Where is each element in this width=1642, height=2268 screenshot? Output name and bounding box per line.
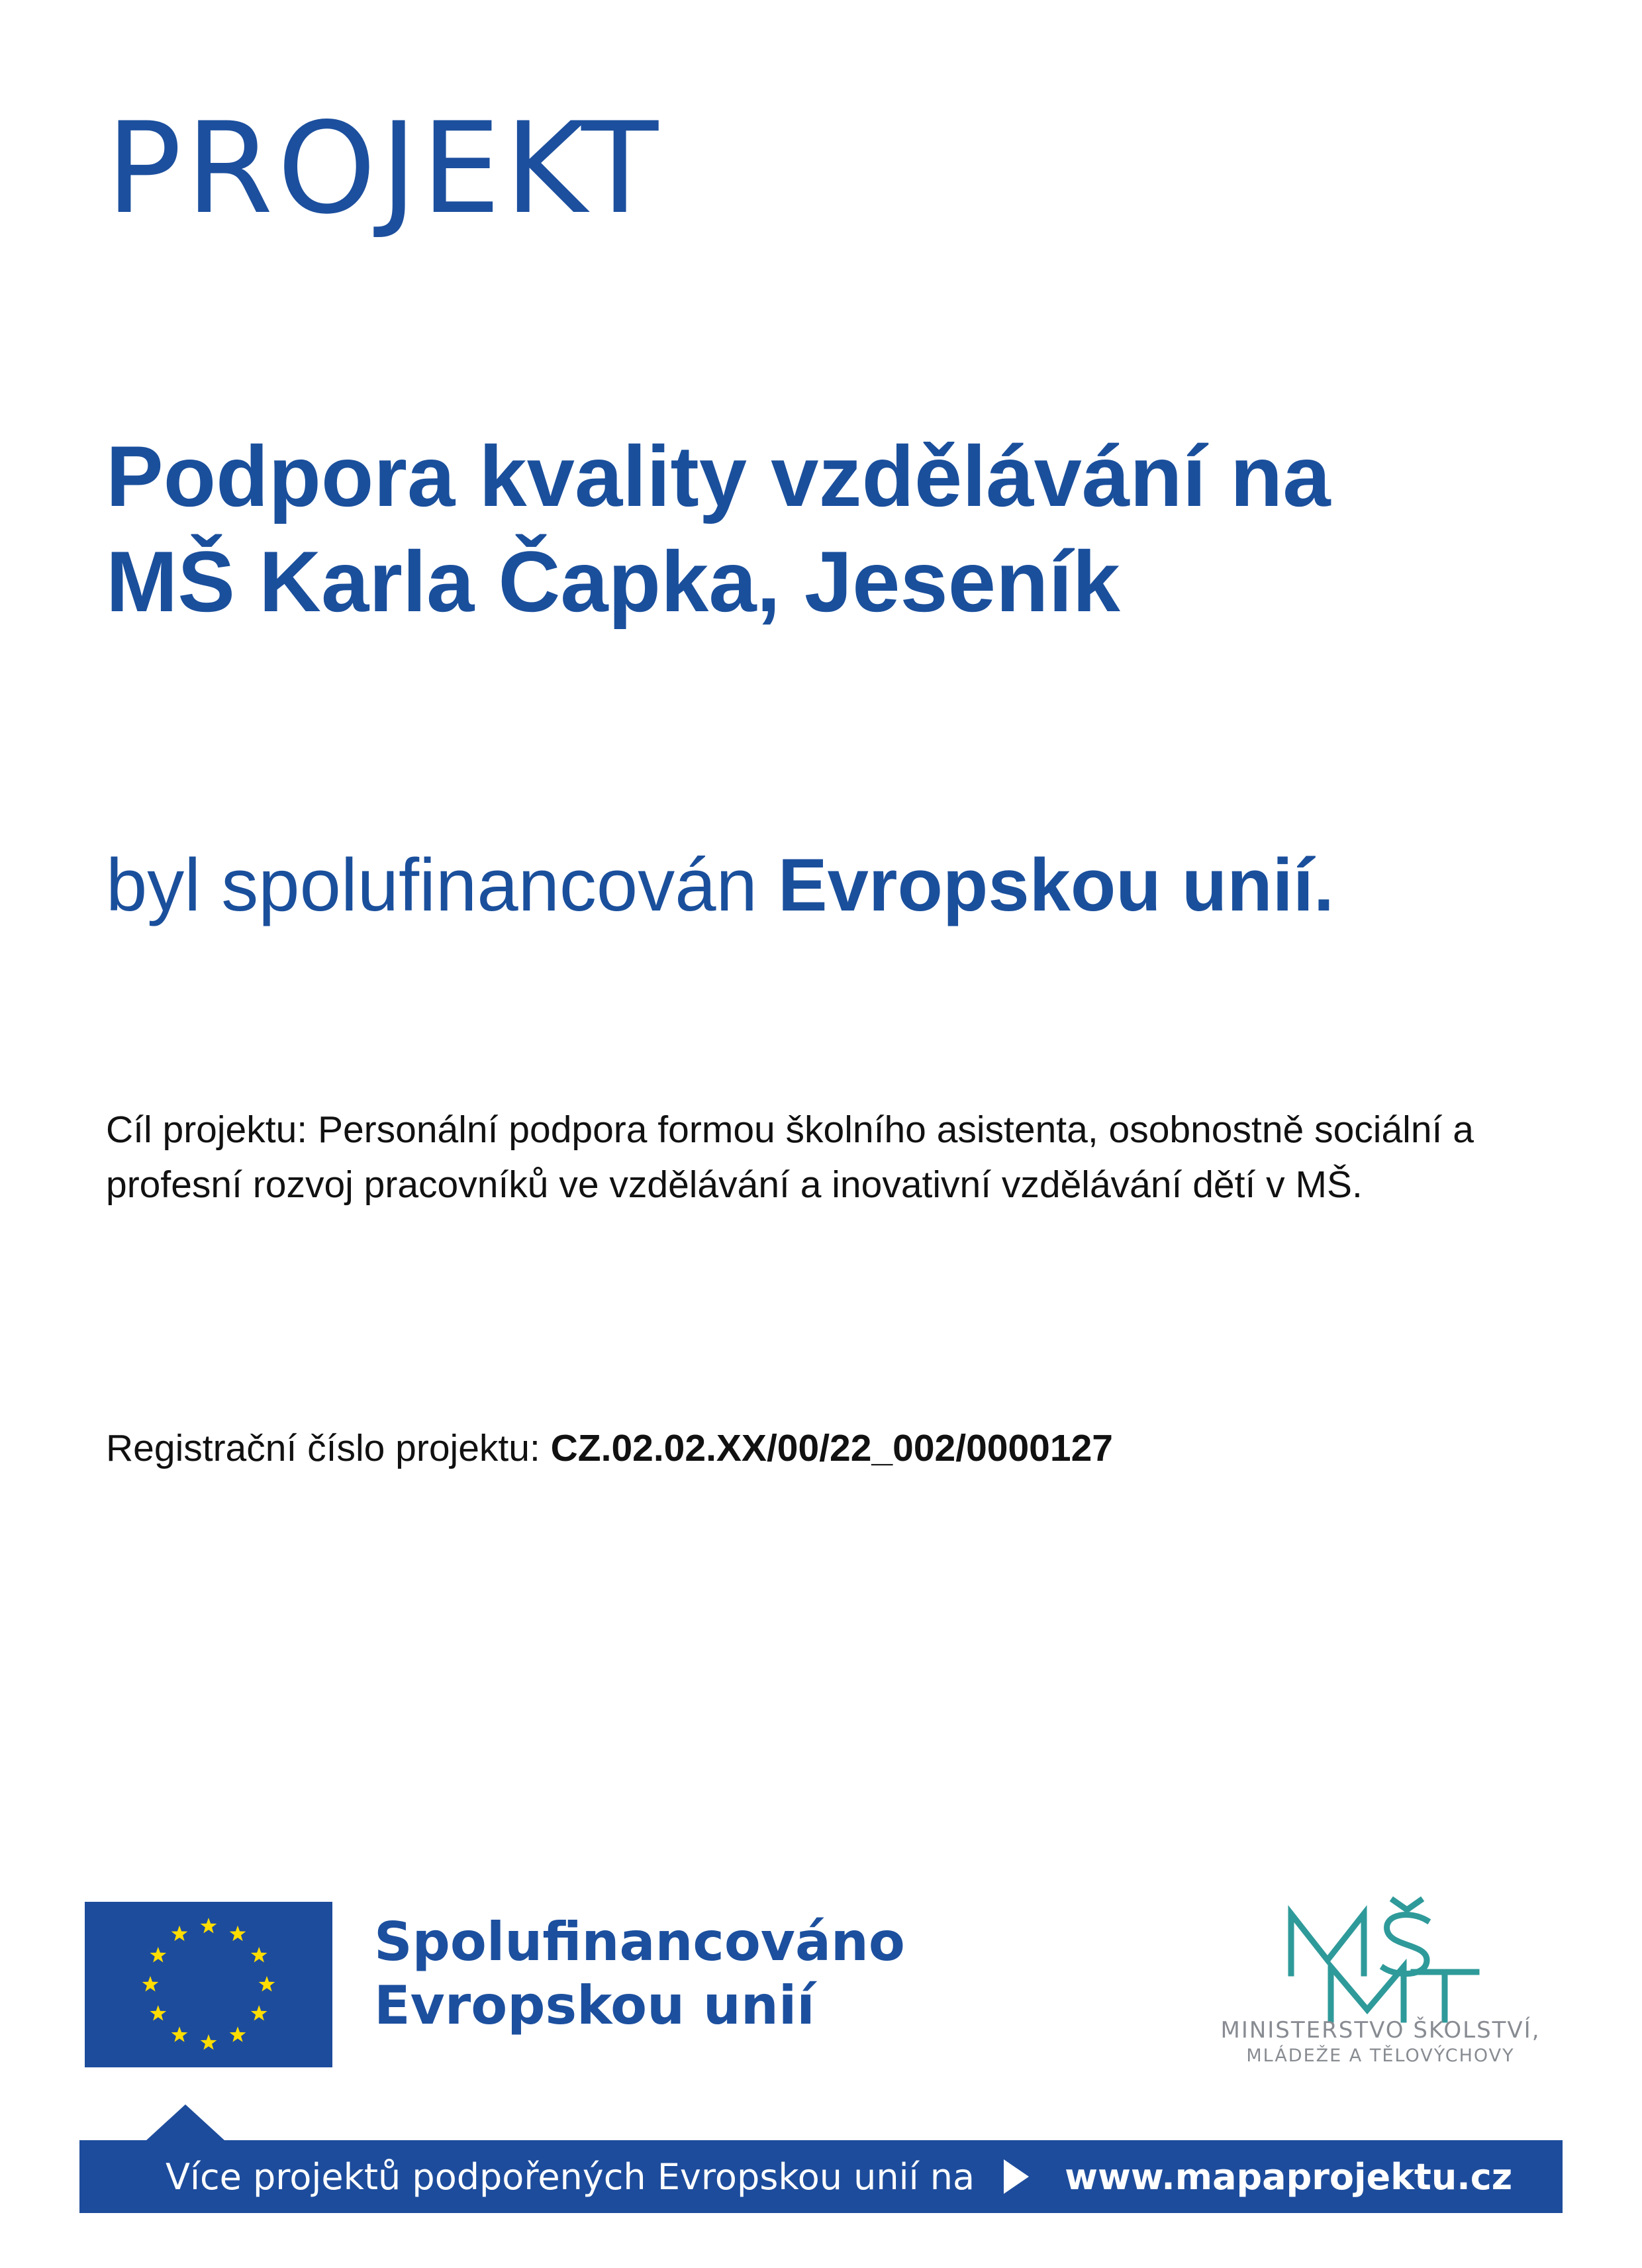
footer-bar[interactable] — [79, 2140, 1563, 2213]
project-goal-line-1: Cíl projektu: Personální podpora formou školního asistenta, osobnostně sociální a — [106, 1109, 1474, 1151]
eu-star-icon — [150, 2005, 166, 2021]
registration-label: Registrační číslo projektu: — [106, 1427, 540, 1469]
registration-number — [106, 1424, 1113, 1473]
eu-star-icon — [251, 2005, 267, 2021]
eu-flag-logo — [85, 1902, 332, 2067]
eu-star-icon — [142, 1976, 159, 1992]
registration-value: CZ.02.02.XX/00/22_002/0000127 — [550, 1427, 1113, 1469]
project-goal — [106, 1103, 1596, 1212]
msmt-name-line-2: MLÁDEŽE A TĚLOVÝCHOVY — [1246, 2045, 1515, 2066]
eu-cofinanced-text — [374, 1910, 905, 2038]
eu-star-icon — [201, 1918, 217, 1934]
mapaprojektu-link[interactable]: www.mapaprojektu.cz — [1065, 2155, 1513, 2198]
msmt-name — [1192, 2016, 1569, 2067]
eu-star-icon — [171, 1926, 188, 1942]
eu-star-icon — [230, 2026, 246, 2042]
eu-star-icon — [150, 1947, 166, 1963]
bar-pointer — [146, 2104, 225, 2141]
project-title-line-2: MŠ Karla Čapka, Jeseník — [106, 532, 1120, 630]
eu-stars-icon — [85, 1902, 332, 2067]
eu-star-icon — [259, 1976, 275, 1992]
funding-prefix: byl spolufinancován — [106, 844, 757, 926]
msmt-logo — [1278, 1894, 1490, 2026]
eu-star-icon — [251, 1947, 267, 1963]
more-projects-text: Více projektů podpořených Evropskou unií na — [166, 2155, 975, 2198]
msmt-monogram-icon — [1278, 1894, 1490, 2026]
msmt-monogram-text: MŠMT — [1278, 1894, 1280, 1895]
arrow-right-icon — [1001, 2157, 1032, 2196]
eu-text-line-1: Spolufinancováno — [374, 1911, 905, 1973]
page-heading: PROJEKT — [106, 95, 663, 242]
funding-statement — [106, 841, 1334, 930]
project-title-line-1: Podpora kvality vzdělávání na — [106, 428, 1331, 524]
funding-emphasis: Evropskou unií. — [777, 844, 1335, 926]
eu-star-icon — [230, 1926, 246, 1942]
project-goal-line-2: profesní rozvoj pracovníků ve vzdělávání a inovativní vzdělávání dětí v MŠ. — [106, 1163, 1363, 1206]
eu-star-icon — [171, 2026, 188, 2042]
eu-text-line-2: Evropskou unií — [374, 1975, 815, 2036]
project-title — [106, 424, 1563, 634]
msmt-name-line-1: MINISTERSTVO ŠKOLSTVÍ, — [1220, 2017, 1541, 2044]
eu-star-icon — [201, 2034, 217, 2050]
